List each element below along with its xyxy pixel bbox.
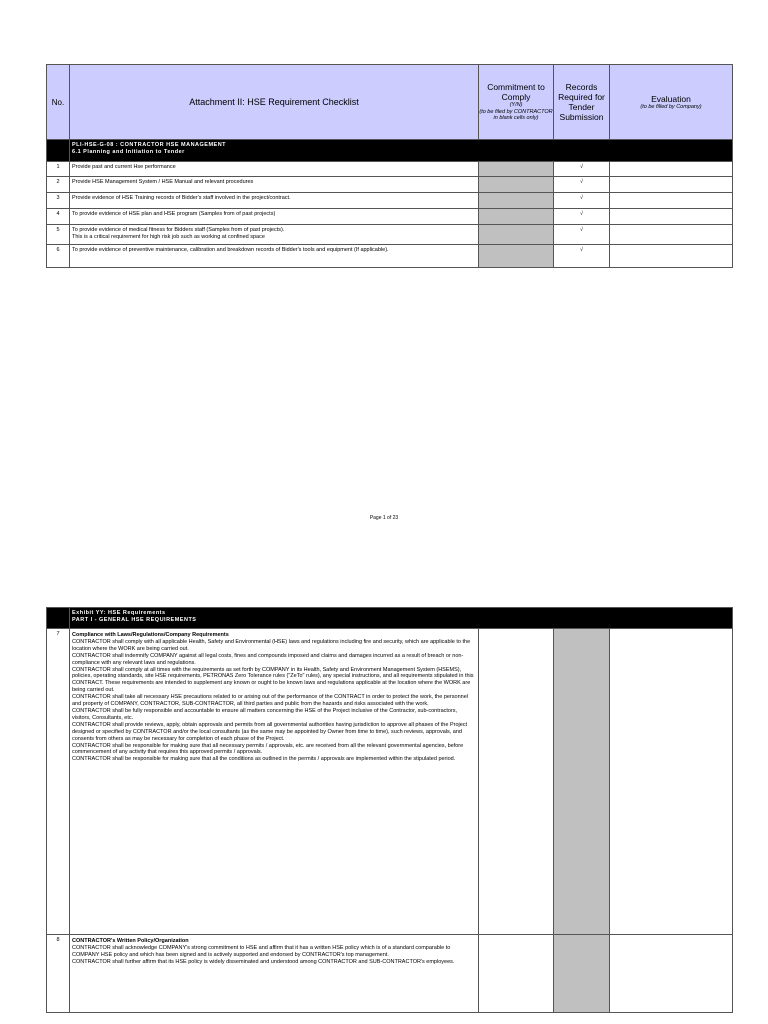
row-number: 4 xyxy=(47,209,70,225)
requirement-paragraph: CONTRACTOR shall be responsible for making sure that all necessary permits / approvals, etc. are received from all the relevant governmental agencies, before commencement of any activity that requires this approved permits / approvals. xyxy=(72,742,464,756)
requirement-title: CONTRACTOR's Written Policy/Organization xyxy=(72,938,189,944)
table-row xyxy=(47,162,733,177)
hse-checklist-table xyxy=(46,64,733,268)
evaluation-cell[interactable] xyxy=(610,225,733,245)
requirement-paragraph: CONTRACTOR shall further affirm that its HSE policy is widely disseminated and understood among CONTRACTOR and SUB-CONTRACTOR's employees. xyxy=(72,958,455,965)
records-check: √ xyxy=(554,245,610,268)
evaluation-cell[interactable] xyxy=(610,162,733,177)
commitment-cell[interactable] xyxy=(479,209,554,225)
header-records: Records Required for Tender Submission xyxy=(554,65,610,140)
records-check: √ xyxy=(554,209,610,225)
row-number: 2 xyxy=(47,177,70,193)
section-exhibit: Exhibit YY: HSE Requirements xyxy=(72,610,166,616)
commitment-cell[interactable] xyxy=(479,162,554,177)
requirement-paragraph: CONTRACTOR shall comply with all applicable Health, Safety and Environmental (HSE) laws and regulations including fire and security, which are applicable to the location where the WORK are being carried out. xyxy=(72,638,471,652)
header-commitment-note: (Y/N) (to be filed by CONTRACTOR in blank cells only) xyxy=(479,102,553,122)
table-row xyxy=(47,935,733,1013)
requirement-title: Compliance with Laws/Regulations/Company Requirements xyxy=(72,632,229,638)
records-cell xyxy=(554,629,610,935)
requirement-paragraph: CONTRACTOR shall provide reviews, apply, obtain approvals and permits from all governmental authorities having jurisdiction to approve all phases of the Project designed or specified by CONTRACTOR and/or the local consultants (as the same may be appointed by Owner from time to time), such reviews, approvals, and consents from others as may be necessary for completion of each phase of the Project. xyxy=(72,721,468,742)
row-description: To provide evidence of medical fitness for Bidders staff (Samples from of past projects). This is a critical requirement for high risk job such as working at confined space xyxy=(70,225,479,245)
records-check: √ xyxy=(554,225,610,245)
header-commitment xyxy=(479,65,554,140)
table-row xyxy=(47,209,733,225)
header-evaluation xyxy=(610,65,733,140)
row-number: 3 xyxy=(47,193,70,209)
header-commitment-title: Commitment to Comply xyxy=(487,82,545,103)
table-row xyxy=(47,245,733,268)
row-number: 8 xyxy=(47,935,70,1013)
requirement-paragraph: CONTRACTOR shall be responsible for making sure that all the conditions as outlined in the permits / approvals are implemented within the stipulated period. xyxy=(72,756,456,763)
commitment-cell[interactable] xyxy=(479,245,554,268)
commitment-cell[interactable] xyxy=(479,193,554,209)
evaluation-cell[interactable] xyxy=(610,245,733,268)
section-header-row xyxy=(47,608,733,629)
section-no-cell xyxy=(47,140,70,162)
hse-requirements-table xyxy=(46,607,733,1013)
table-header-row xyxy=(47,65,733,140)
row-description: Provide evidence of HSE Training records of Bidder's staff involved in the project/contract. xyxy=(70,193,479,209)
records-check: √ xyxy=(554,162,610,177)
row-number: 7 xyxy=(47,629,70,935)
section-subtitle: 6.1 Planning and Initiation to Tender xyxy=(72,148,185,155)
header-evaluation-note: (to be filled by Company) xyxy=(640,103,702,110)
requirement-paragraph: CONTRACTOR shall take all necessary HSE precautions related to or arising out of the performance of the CONTRACT in order to protect the work, the personnel and property of COMPANY, CONTRACTOR, SUB-CONTRACTOR, all third parties and public from the hazards and risks associated with the work. xyxy=(72,694,468,708)
section-part: PART I - GENERAL HSE REQUIREMENTS xyxy=(72,616,197,623)
table-row xyxy=(47,193,733,209)
header-evaluation-title: Evaluation xyxy=(651,93,691,104)
evaluation-cell[interactable] xyxy=(610,629,733,935)
table-row xyxy=(47,177,733,193)
row-description: To provide evidence of HSE plan and HSE program (Samples from of past projects) xyxy=(70,209,479,225)
records-check: √ xyxy=(554,193,610,209)
header-title: Attachment II: HSE Requirement Checklist xyxy=(70,65,479,140)
requirement-paragraph: CONTRACTOR shall comply at all times with the requirements as set forth by COMPANY in its Health, Safety and Environment Management System (HSEMS), policies, operating standards, site HSE requirements, PETRONAS Zero Tolerance rules ("ZeTo" rules), any special instructions, and all requirements stipulated in this CONTRACT. These requirements are intended to supplement any known or ought to be known laws and regulations applicable at the location where the WORK are being carried out. xyxy=(72,666,474,694)
requirement-paragraph: CONTRACTOR shall acknowledge COMPANY's strong commitment to HSE and affirm that it has a written HSE policy which is of a standard comparable to COMPANY HSE policy and which has been signed and is actively supported and endorsed by CONTRACTOR's top management. xyxy=(72,944,451,958)
section-no-cell xyxy=(47,608,70,629)
section-title-cell xyxy=(70,608,733,629)
header-no: No. xyxy=(47,65,70,140)
evaluation-cell[interactable] xyxy=(610,935,733,1013)
evaluation-cell[interactable] xyxy=(610,177,733,193)
requirement-paragraph: CONTRACTOR shall indemnify COMPANY against all legal costs, fines and compounds imposed and claims and damages incurred as a result of breach or non-compliance with any relevant laws and regulations. xyxy=(72,652,464,666)
table-row xyxy=(47,629,733,935)
section-header-row xyxy=(47,140,733,162)
row-description xyxy=(70,629,479,935)
evaluation-cell[interactable] xyxy=(610,209,733,225)
section-code: PLI-HSE-G-08 : CONTRACTOR HSE MANAGEMENT xyxy=(72,142,227,148)
row-description: Provide past and current Hse performance xyxy=(70,162,479,177)
section-title-cell xyxy=(70,140,733,162)
table-row xyxy=(47,225,733,245)
records-cell xyxy=(554,935,610,1013)
commitment-cell[interactable] xyxy=(479,629,554,935)
commitment-cell[interactable] xyxy=(479,225,554,245)
row-number: 5 xyxy=(47,225,70,245)
evaluation-cell[interactable] xyxy=(610,193,733,209)
commitment-cell[interactable] xyxy=(479,935,554,1013)
row-description: To provide evidence of preventive maintenance, calibration and breakdown records of Bidder's tools and equipment (If applicable). xyxy=(70,245,479,268)
page-number: Page 1 of 23 xyxy=(369,515,399,521)
row-description xyxy=(70,935,479,1013)
requirement-paragraph: CONTRACTOR shall be fully responsible and accountable to ensure all matters concerning the HSE of the Project inclusive of the Contractor, sub-contractors, visitors, Consultants, etc. xyxy=(72,707,458,721)
commitment-cell[interactable] xyxy=(479,177,554,193)
records-check: √ xyxy=(554,177,610,193)
row-number: 1 xyxy=(47,162,70,177)
row-description: Provide HSE Management System / HSE Manual and relevant procedures xyxy=(70,177,479,193)
row-number: 6 xyxy=(47,245,70,268)
